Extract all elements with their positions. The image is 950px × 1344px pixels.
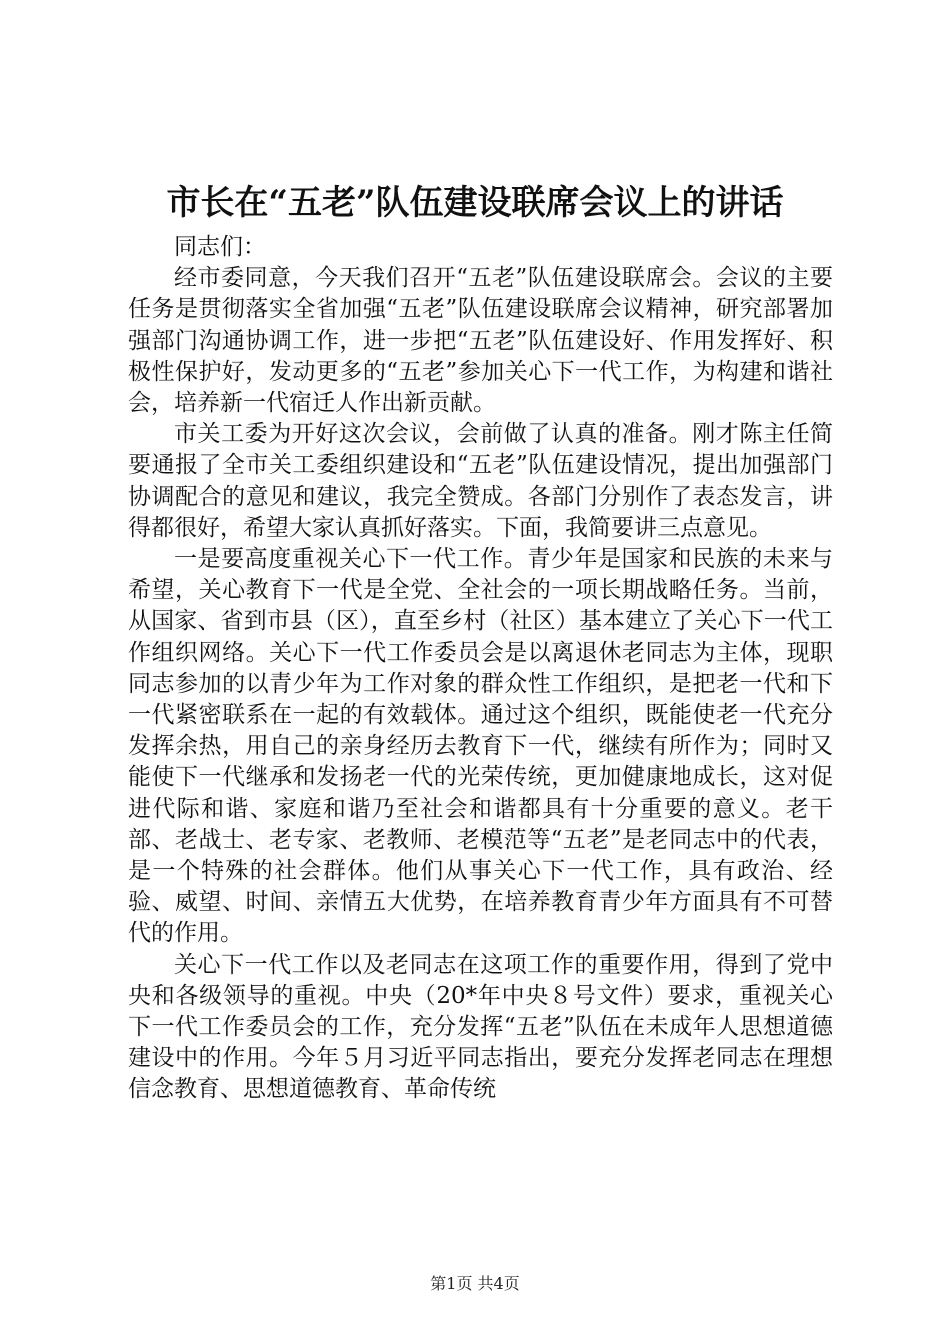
paragraph-3: 一是要高度重视关心下一代工作。青少年是国家和民族的未来与希望，关心教育下一代是全党、全社会的一项长期战略任务。当前，从国家、省到市县（区），直至乡村（社区）基本建立了关心下一代工作组织网络。关心下一代工作委员会是以离退休老同志为主体，现职同志参加的以青少年为工作对象的群众性工作组织，是把老一代和下一代紧密联系在一起的有效载体。通过这个组织，既能使老一代充分发挥余热，用自己的亲身经历去教育下一代，继续有所作为；同时又能使下一代继承和发扬老一代的光荣传统，更加健康地成长，这对促进代际和谐、家庭和谐乃至社会和谐都具有十分重要的意义。老干部、老战士、老专家、老教师、老模范等“五老”是老同志中的代表，是一个特殊的社会群体。他们从事关心下一代工作，具有政治、经验、威望、时间、亲情五大优势，在培养教育青少年方面具有不可替代的作用。 [128, 546, 833, 947]
paragraph-4: 关心下一代工作以及老同志在这项工作的重要作用，得到了党中央和各级领导的重视。中央（20*年中央８号文件）要求，重视关心下一代工作委员会的工作，充分发挥“五老”队伍在未成年人思想道德建设中的作用。今年５月习近平同志指出，要充分发挥老同志在理想信念教育、思想道德教育、革命传统 [128, 951, 833, 1103]
salutation: 同志们： [174, 234, 266, 260]
page-footer: 第1页 共4页 [430, 1274, 520, 1293]
paragraph-2: 市关工委为开好这次会议，会前做了认真的准备。刚才陈主任简要通报了全市关工委组织建设和“五老”队伍建设情况，提出加强部门协调配合的意见和建议，我完全赞成。各部门分别作了表态发言，讲得都很好，希望大家认真抓好落实。下面，我简要讲三点意见。 [128, 421, 833, 541]
document-title: 市长在“五老”队伍建设联席会议上的讲话 [166, 183, 784, 223]
document-body [128, 232, 833, 1106]
paragraph-1: 经市委同意，今天我们召开“五老”队伍建设联席会。会议的主要任务是贯彻落实全省加强“五老”队伍建设联席会议精神，研究部署加强部门沟通协调工作，进一步把“五老”队伍建设好、作用发挥好、积极性保护好，发动更多的“五老”参加关心下一代工作，为构建和谐社会，培养新一代宿迁人作出新贡献。 [128, 265, 833, 417]
